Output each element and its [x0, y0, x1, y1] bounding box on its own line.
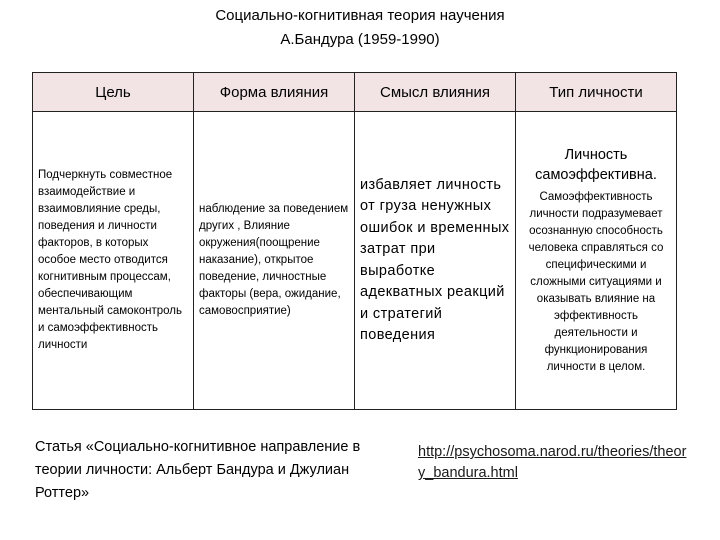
cell-personality-type — [516, 112, 677, 410]
table-row — [33, 112, 677, 410]
table-header-row — [33, 73, 677, 112]
title-line-2: А.Бандура (1959-1990) — [280, 31, 440, 48]
personality-type-text: Самоэффективность личности подразумевает осознанную способность человека справляться со специфическими и сложными ситуациями и оказывать влияние на эффективность деятельности и функционирования личности в целом. — [528, 191, 664, 373]
header-meaning: Смысл влияния — [355, 73, 516, 112]
cell-form: наблюдение за поведением других , Влияние окружения(поощрение наказание), открытое поведение, личностные факторы (вера, ожидание, самовосприятие) — [194, 112, 355, 410]
theory-table — [32, 72, 677, 410]
personality-type-heading: Личность самоэффективна. — [535, 147, 657, 183]
page-title — [0, 4, 720, 52]
cell-meaning: избавляет личность от груза ненужных ошибок и временных затрат при выработке адекватных реакций и стратегий поведения — [355, 112, 516, 410]
header-goal: Цель — [33, 73, 194, 112]
header-form: Форма влияния — [194, 73, 355, 112]
source-link[interactable]: http://psychosoma.narod.ru/theories/theory_bandura.html — [418, 444, 687, 481]
header-personality-type: Тип личности — [516, 73, 677, 112]
title-line-1: Социально-когнитивная теория научения — [215, 7, 505, 24]
article-reference: Статья «Социально-когнитивное направление в теории личности: Альберт Бандура и Джулиан Роттер» — [35, 439, 361, 501]
cell-goal: Подчеркнуть совместное взаимодействие и взаимовлияние среды, поведения и личности факторов, в которых особое место отводится когнитивным процессам, обеспечивающим ментальный самоконтроль и самоэффективность личности — [33, 112, 194, 410]
